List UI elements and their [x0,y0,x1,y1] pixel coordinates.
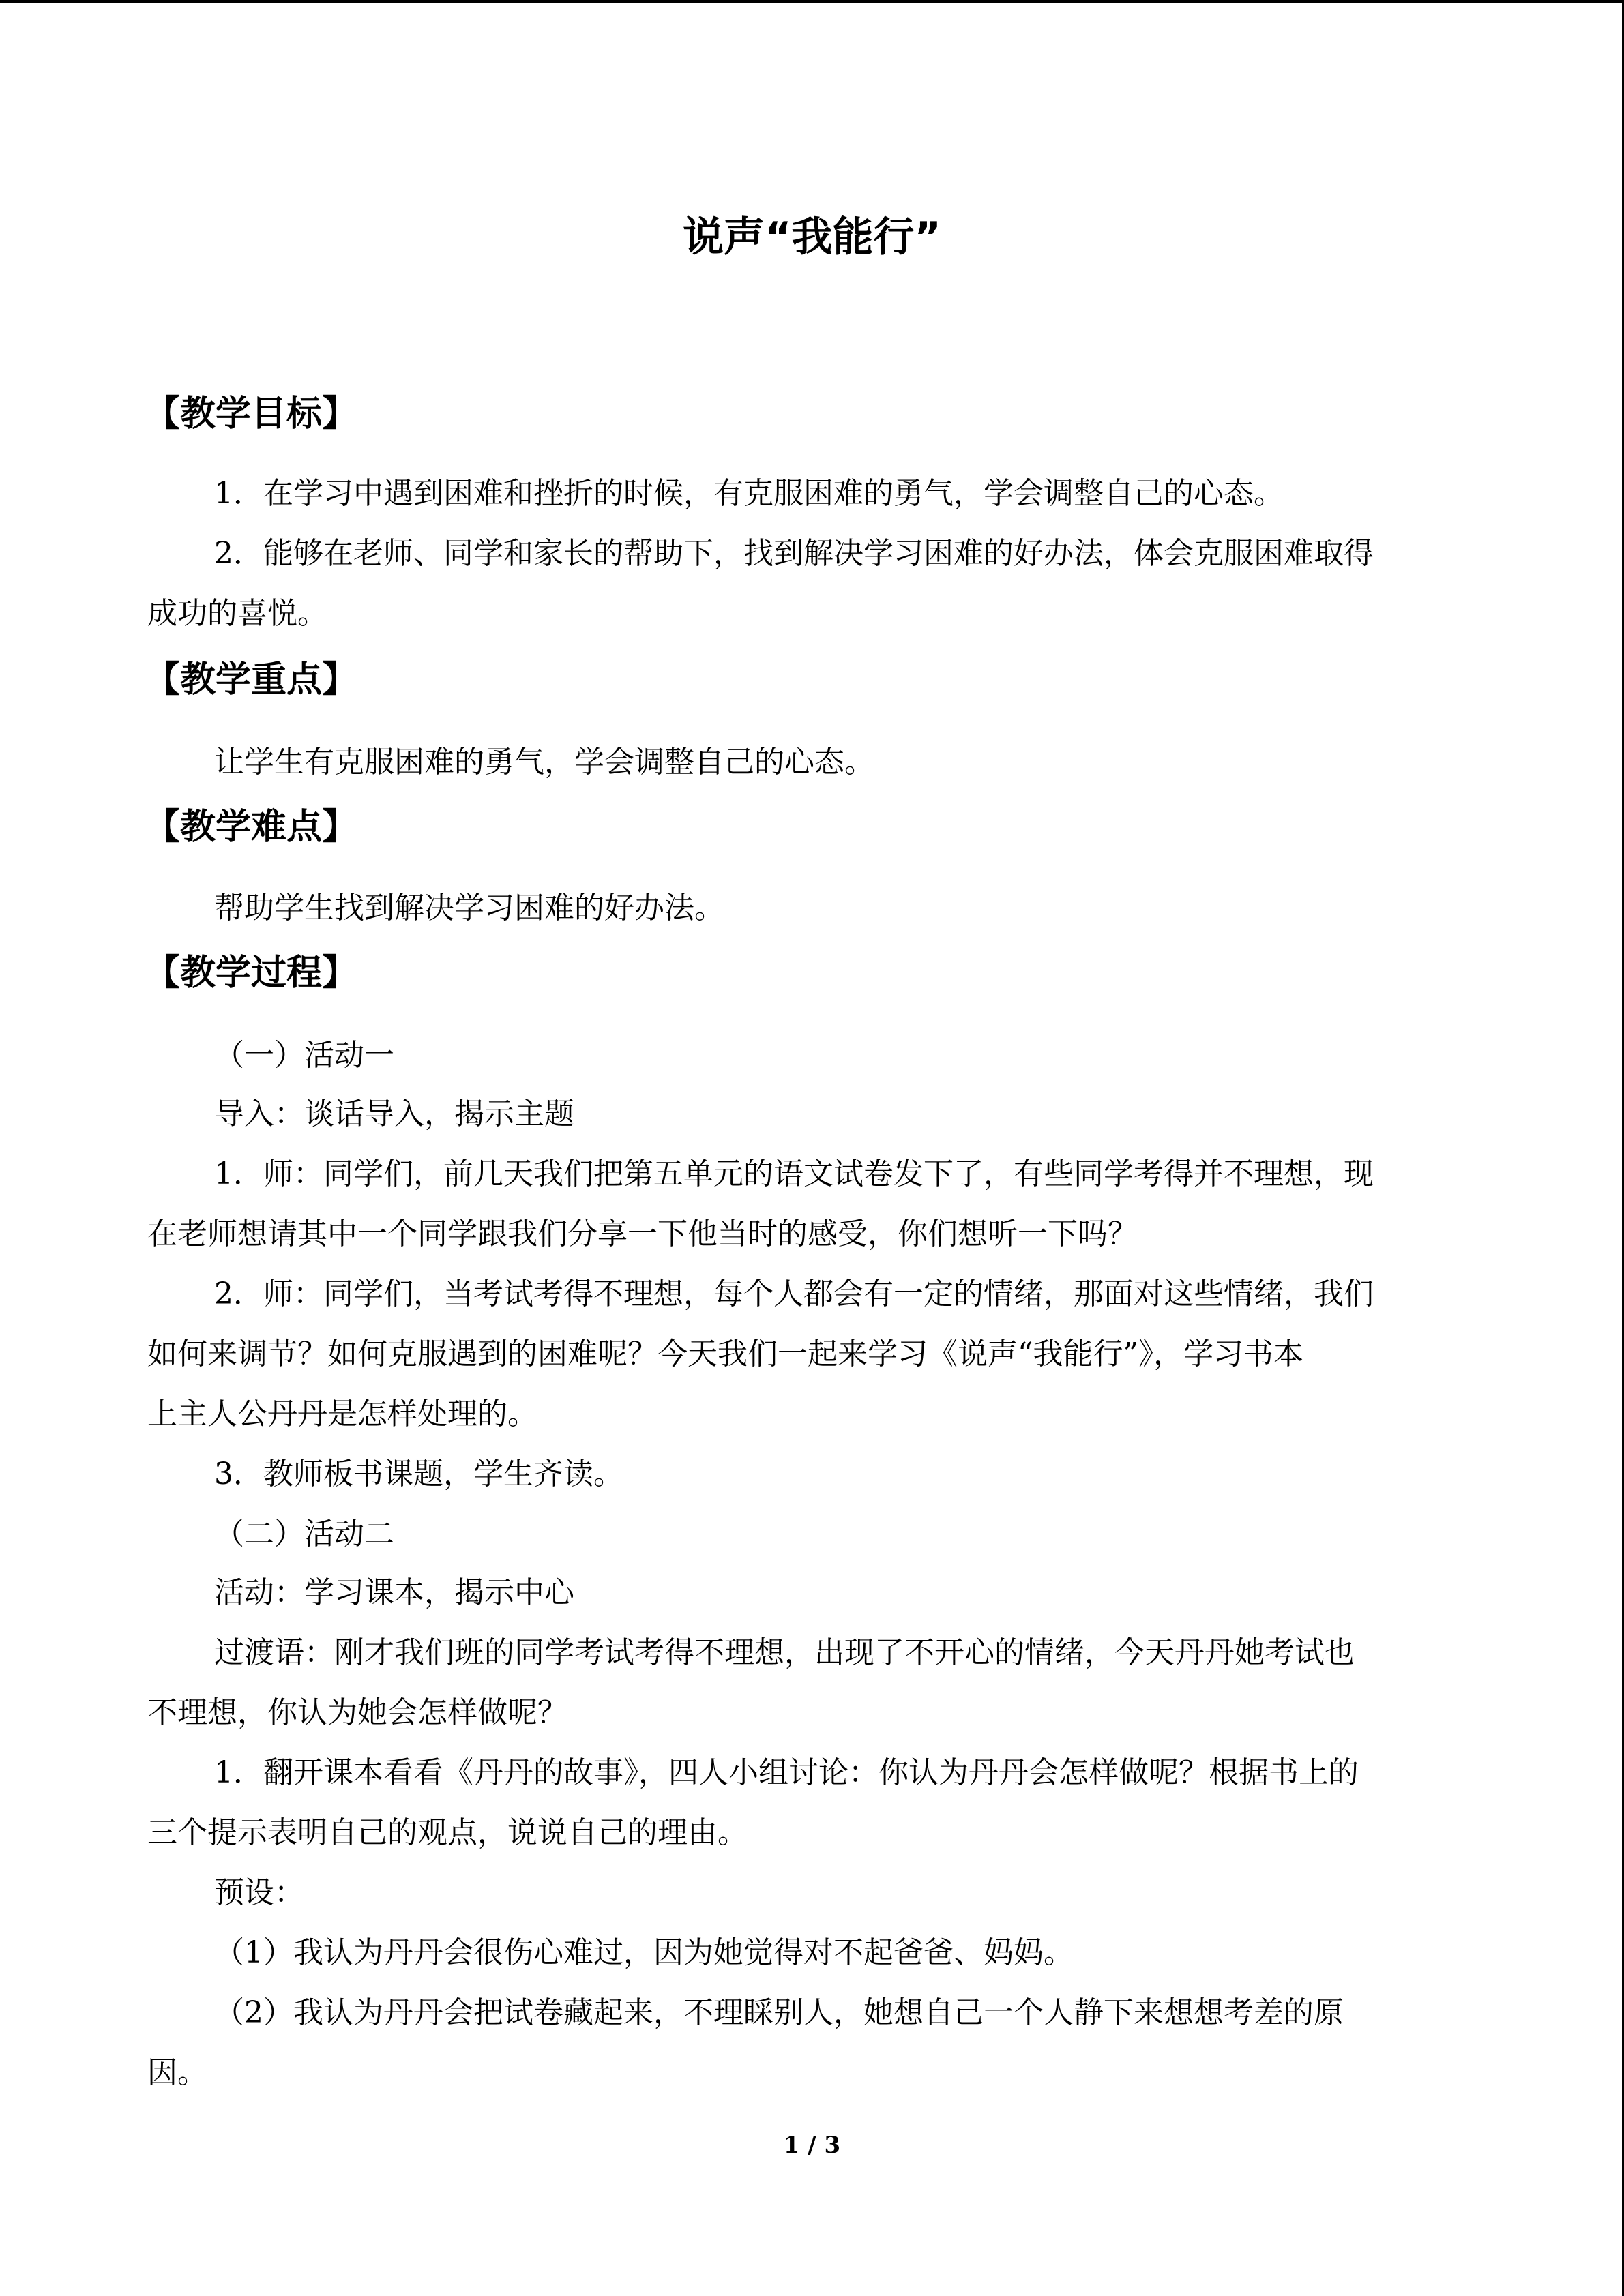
process-line-11: 过渡语：刚才我们班的同学考试考得不理想，出现了不开心的情绪，今天丹丹她考试也 [214,1635,1355,1670]
process-line-1: （一）活动一 [214,1038,394,1073]
section-heading-difficulties: 【教学难点】 [145,807,358,848]
difficulties-line-1: 帮助学生找到解决学习困难的好办法。 [214,891,724,925]
process-line-15: 预设： [214,1875,304,1910]
process-line-3: 1．师：同学们，前几天我们把第五单元的语文试卷发下了，有些同学考得并不理想，现 [214,1157,1374,1191]
goals-line-3: 成功的喜悦。 [147,596,327,631]
section-heading-process: 【教学过程】 [145,953,358,994]
process-line-8: 3．教师板书课题，学生齐读。 [214,1457,623,1491]
top-border [0,0,1624,3]
section-heading-goals: 【教学目标】 [145,393,358,434]
process-line-12: 不理想，你认为她会怎样做呢？ [147,1695,567,1730]
process-line-6: 如何来调节？如何克服遇到的困难呢？今天我们一起来学习《说声“我能行”》，学习书本 [147,1337,1303,1371]
key-points-line-1: 让学生有克服困难的勇气，学会调整自己的心态。 [214,745,874,779]
goals-line-2: 2．能够在老师、同学和家长的帮助下，找到解决学习困难的好办法，体会克服困难取得 [214,536,1374,571]
process-line-18: 因。 [147,2055,207,2090]
process-line-17: （2）我认为丹丹会把试卷藏起来，不理睬别人，她想自己一个人静下来想想考差的原 [214,1995,1344,2030]
process-line-4: 在老师想请其中一个同学跟我们分享一下他当时的感受，你们想听一下吗？ [147,1217,1138,1251]
process-line-7: 上主人公丹丹是怎样处理的。 [147,1397,537,1431]
section-heading-key-points: 【教学重点】 [145,659,358,700]
page-number: 1 / 3 [783,2132,841,2159]
process-line-2: 导入：谈话导入，揭示主题 [214,1097,574,1131]
process-line-13: 1．翻开课本看看《丹丹的故事》，四人小组讨论：你认为丹丹会怎样做呢？根据书上的 [214,1755,1359,1790]
process-line-10: 活动：学习课本，揭示中心 [214,1575,574,1610]
goals-line-1: 1．在学习中遇到困难和挫折的时候，有克服困难的勇气，学会调整自己的心态。 [214,476,1284,511]
process-line-16: （1）我认为丹丹会很伤心难过，因为她觉得对不起爸爸、妈妈。 [214,1935,1074,1970]
process-line-14: 三个提示表明自己的观点，说说自己的理由。 [147,1815,748,1850]
document-title: 说声“我能行” [683,213,941,261]
process-line-5: 2．师：同学们，当考试考得不理想，每个人都会有一定的情绪，那面对这些情绪，我们 [214,1277,1374,1311]
process-line-9: （二）活动二 [214,1517,394,1551]
